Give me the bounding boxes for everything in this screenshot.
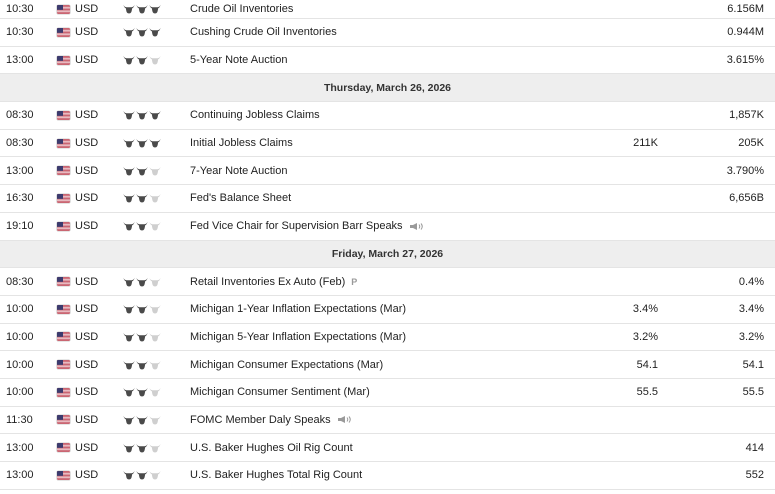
date-header-row <box>0 241 775 269</box>
event-name[interactable]: FOMC Member Daly Speaks <box>190 413 331 426</box>
event-row[interactable] <box>0 351 775 379</box>
event-time: 16:30 <box>6 192 34 205</box>
event-previous: 205K <box>738 137 764 150</box>
importance-bull-icons <box>123 47 162 74</box>
importance-bull-icons <box>123 0 162 18</box>
us-flag-icon <box>57 185 70 212</box>
event-name[interactable]: Crude Oil Inventories <box>190 3 294 15</box>
speaker-icon <box>409 222 425 231</box>
preliminary-icon: P <box>351 276 358 287</box>
event-time: 13:00 <box>6 54 34 67</box>
event-previous: 1,857K <box>729 109 764 122</box>
event-row[interactable] <box>0 130 775 158</box>
event-name-cell[interactable] <box>190 0 293 18</box>
event-time: 10:00 <box>6 330 34 343</box>
event-row[interactable] <box>0 157 775 185</box>
event-time: 10:30 <box>6 26 34 39</box>
event-previous: 55.5 <box>742 386 764 399</box>
event-currency: USD <box>75 358 99 371</box>
event-previous: 3.2% <box>738 330 764 343</box>
us-flag-icon <box>57 296 70 323</box>
importance-bull-icons <box>123 379 162 406</box>
event-time: 13:00 <box>6 441 34 454</box>
event-currency: USD <box>75 137 99 150</box>
event-name[interactable]: Fed's Balance Sheet <box>190 192 292 205</box>
event-currency: USD <box>75 441 99 454</box>
event-name[interactable]: Continuing Jobless Claims <box>190 109 320 122</box>
importance-bull-icons <box>123 434 162 461</box>
importance-bull-icons <box>123 102 162 129</box>
event-forecast: 3.2% <box>632 330 658 343</box>
event-time: 08:30 <box>6 275 34 288</box>
event-previous: 552 <box>745 469 764 482</box>
event-currency: USD <box>75 54 99 67</box>
event-currency: USD <box>75 3 99 15</box>
event-currency: USD <box>75 303 99 316</box>
event-time: 08:30 <box>6 109 34 122</box>
event-name[interactable]: Fed Vice Chair for Supervision Barr Speaks <box>190 220 403 233</box>
event-row[interactable] <box>0 0 775 19</box>
event-name-cell[interactable] <box>190 379 370 406</box>
us-flag-icon <box>57 0 70 18</box>
event-currency: USD <box>75 164 99 177</box>
importance-bull-icons <box>123 130 162 157</box>
us-flag-icon <box>57 462 70 489</box>
event-previous: 414 <box>745 441 764 454</box>
event-currency: USD <box>75 192 99 205</box>
event-forecast: 211K <box>633 137 658 150</box>
event-name-cell[interactable] <box>190 462 362 489</box>
event-row[interactable] <box>0 268 775 296</box>
date-header: Thursday, March 26, 2026 <box>323 81 452 94</box>
event-name-cell[interactable] <box>190 157 287 184</box>
event-name-cell[interactable] <box>190 407 353 434</box>
importance-bull-icons <box>123 268 162 295</box>
event-name[interactable]: Retail Inventories Ex Auto (Feb) <box>190 275 346 288</box>
event-row[interactable] <box>0 296 775 324</box>
event-name[interactable]: Michigan 1-Year Inflation Expectations (Mar) <box>190 303 407 316</box>
event-name[interactable]: 5-Year Note Auction <box>190 54 288 67</box>
event-name[interactable]: U.S. Baker Hughes Total Rig Count <box>190 469 363 482</box>
event-time: 13:00 <box>6 164 34 177</box>
us-flag-icon <box>57 130 70 157</box>
event-name-cell[interactable] <box>190 351 383 378</box>
event-currency: USD <box>75 386 99 399</box>
event-name-cell[interactable] <box>190 185 291 212</box>
event-name-cell[interactable] <box>190 19 337 46</box>
event-time: 08:30 <box>6 137 34 150</box>
event-name[interactable]: Initial Jobless Claims <box>190 137 293 150</box>
event-name-cell[interactable] <box>190 324 406 351</box>
us-flag-icon <box>57 157 70 184</box>
event-previous: 6.156M <box>727 3 764 15</box>
event-time: 10:00 <box>6 358 34 371</box>
event-currency: USD <box>75 413 99 426</box>
event-name[interactable]: U.S. Baker Hughes Oil Rig Count <box>190 441 353 454</box>
us-flag-icon <box>57 324 70 351</box>
event-row[interactable] <box>0 407 775 435</box>
event-currency: USD <box>75 275 99 288</box>
event-time: 11:30 <box>6 413 33 426</box>
event-time: 10:00 <box>6 303 34 316</box>
event-name[interactable]: Michigan Consumer Expectations (Mar) <box>190 358 384 371</box>
event-name[interactable]: Cushing Crude Oil Inventories <box>190 26 337 39</box>
us-flag-icon <box>57 351 70 378</box>
event-row[interactable] <box>0 47 775 75</box>
us-flag-icon <box>57 47 70 74</box>
event-time: 10:00 <box>6 386 34 399</box>
event-row[interactable] <box>0 19 775 47</box>
us-flag-icon <box>57 102 70 129</box>
us-flag-icon <box>57 407 70 434</box>
date-header: Friday, March 27, 2026 <box>331 247 444 260</box>
event-name-cell[interactable] <box>190 102 320 129</box>
us-flag-icon <box>57 268 70 295</box>
importance-bull-icons <box>123 407 162 434</box>
event-name-cell[interactable] <box>190 213 425 240</box>
event-time: 10:30 <box>6 3 34 15</box>
us-flag-icon <box>57 19 70 46</box>
event-previous: 54.1 <box>742 358 764 371</box>
event-currency: USD <box>75 26 99 39</box>
importance-bull-icons <box>123 351 162 378</box>
importance-bull-icons <box>123 185 162 212</box>
event-time: 19:10 <box>6 220 34 233</box>
event-currency: USD <box>75 220 99 233</box>
importance-bull-icons <box>123 296 162 323</box>
event-previous: 3.790% <box>726 164 764 177</box>
importance-bull-icons <box>123 213 162 240</box>
event-row[interactable] <box>0 462 775 490</box>
speaker-icon <box>337 415 353 424</box>
event-previous: 3.4% <box>738 303 764 316</box>
importance-bull-icons <box>123 19 162 46</box>
event-currency: USD <box>75 109 99 122</box>
event-previous: 0.944M <box>727 26 764 39</box>
event-previous: 3.615% <box>726 54 764 67</box>
event-forecast: 54.1 <box>636 358 658 371</box>
event-row[interactable] <box>0 102 775 130</box>
event-name[interactable]: Michigan 5-Year Inflation Expectations (Mar) <box>190 330 407 343</box>
event-row[interactable] <box>0 185 775 213</box>
event-time: 13:00 <box>6 469 34 482</box>
event-currency: USD <box>75 469 99 482</box>
event-name-cell[interactable] <box>190 47 287 74</box>
importance-bull-icons <box>123 157 162 184</box>
event-previous: 6,656B <box>729 192 764 205</box>
event-currency: USD <box>75 330 99 343</box>
us-flag-icon <box>57 379 70 406</box>
date-header-row <box>0 74 775 102</box>
event-name-cell[interactable] <box>190 268 357 295</box>
event-name[interactable]: Michigan Consumer Sentiment (Mar) <box>190 386 370 399</box>
us-flag-icon <box>57 434 70 461</box>
event-row[interactable] <box>0 434 775 462</box>
event-name[interactable]: 7-Year Note Auction <box>190 164 288 177</box>
event-forecast: 3.4% <box>632 303 658 316</box>
event-name-cell[interactable] <box>190 296 406 323</box>
event-name-cell[interactable] <box>190 130 293 157</box>
us-flag-icon <box>57 213 70 240</box>
event-row[interactable] <box>0 213 775 241</box>
importance-bull-icons <box>123 324 162 351</box>
event-previous: 0.4% <box>738 275 764 288</box>
event-row[interactable] <box>0 324 775 352</box>
event-row[interactable] <box>0 379 775 407</box>
importance-bull-icons <box>123 462 162 489</box>
event-name-cell[interactable] <box>190 434 353 461</box>
event-forecast: 55.5 <box>636 386 658 399</box>
